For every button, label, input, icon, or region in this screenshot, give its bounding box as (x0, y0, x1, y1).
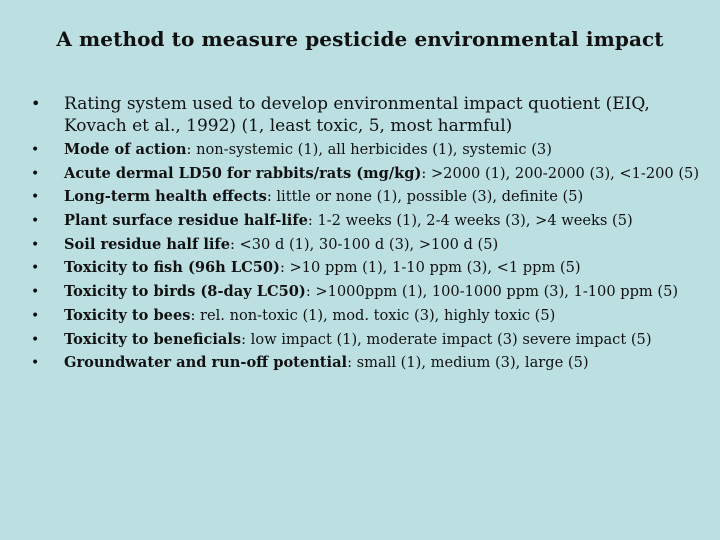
criteria-term: Toxicity to fish (96h LC50) (64, 259, 280, 277)
criteria-term: Toxicity to bees (64, 306, 191, 324)
criteria-item (24, 308, 700, 325)
criteria-text: : <30 d (1), 30-100 d (3), >100 d (5) (229, 235, 499, 253)
bullet-icon: • (31, 165, 40, 182)
criteria-item (24, 142, 700, 159)
bullet-icon: • (31, 94, 41, 113)
bullet-icon: • (31, 284, 40, 301)
criteria-term: Plant surface residue half-life (64, 212, 308, 230)
intro-list (24, 93, 700, 137)
criteria-item (24, 166, 700, 183)
bullet-icon: • (31, 189, 40, 206)
intro-item (24, 93, 700, 137)
bullet-icon: • (31, 236, 40, 253)
criteria-text: : 1-2 weeks (1), 2-4 weeks (3), >4 weeks (5) (307, 212, 633, 230)
criteria-text: : non-systemic (1), all herbicides (1), systemic (3) (186, 141, 552, 158)
bullet-icon: • (31, 331, 40, 348)
criteria-text: : >10 ppm (1), 1-10 ppm (3), <1 ppm (5) (279, 259, 581, 277)
criteria-text: : low impact (1), moderate impact (3) severe impact (5) (241, 330, 652, 348)
intro-term: Rating system (64, 94, 187, 114)
criteria-list (24, 142, 700, 379)
criteria-item (24, 260, 700, 277)
criteria-item (24, 213, 700, 230)
criteria-text: : >2000 (1), 200-2000 (3), <1-200 (5) (421, 164, 700, 182)
bullet-icon: • (31, 142, 40, 158)
criteria-item (24, 284, 700, 301)
bullet-icon: • (31, 260, 40, 277)
criteria-item (24, 189, 700, 206)
criteria-text: : little or none (1), possible (3), definite (5) (266, 188, 584, 206)
criteria-term: Toxicity to beneficials (64, 330, 242, 348)
criteria-item (24, 332, 700, 349)
criteria-term: Toxicity to birds (8-day LC50) (64, 283, 306, 301)
bullet-icon: • (31, 213, 40, 230)
criteria-text: : rel. non-toxic (1), mod. toxic (3), highly toxic (5) (190, 306, 556, 324)
criteria-text: : small (1), medium (3), large (5) (347, 354, 589, 372)
criteria-term: Mode of action (64, 141, 187, 158)
criteria-term: Soil residue half life (64, 235, 230, 253)
criteria-term: Groundwater and run-off potential (64, 354, 348, 372)
slide-title: A method to measure pesticide environmental impact (56, 27, 664, 51)
intro-text: used to develop environmental impact quotient (EIQ, Kovach et al., 1992) (1, least toxic, 5, most harmful) (64, 94, 650, 136)
criteria-item (24, 237, 700, 254)
criteria-item (24, 355, 700, 372)
bullet-icon: • (31, 355, 40, 372)
criteria-text: : >1000ppm (1), 100-1000 ppm (3), 1-100 ppm (5) (305, 283, 679, 301)
bullet-icon: • (31, 307, 40, 324)
criteria-term: Acute dermal LD50 for rabbits/rats (mg/kg) (64, 164, 422, 182)
criteria-term: Long-term health effects (64, 188, 267, 206)
